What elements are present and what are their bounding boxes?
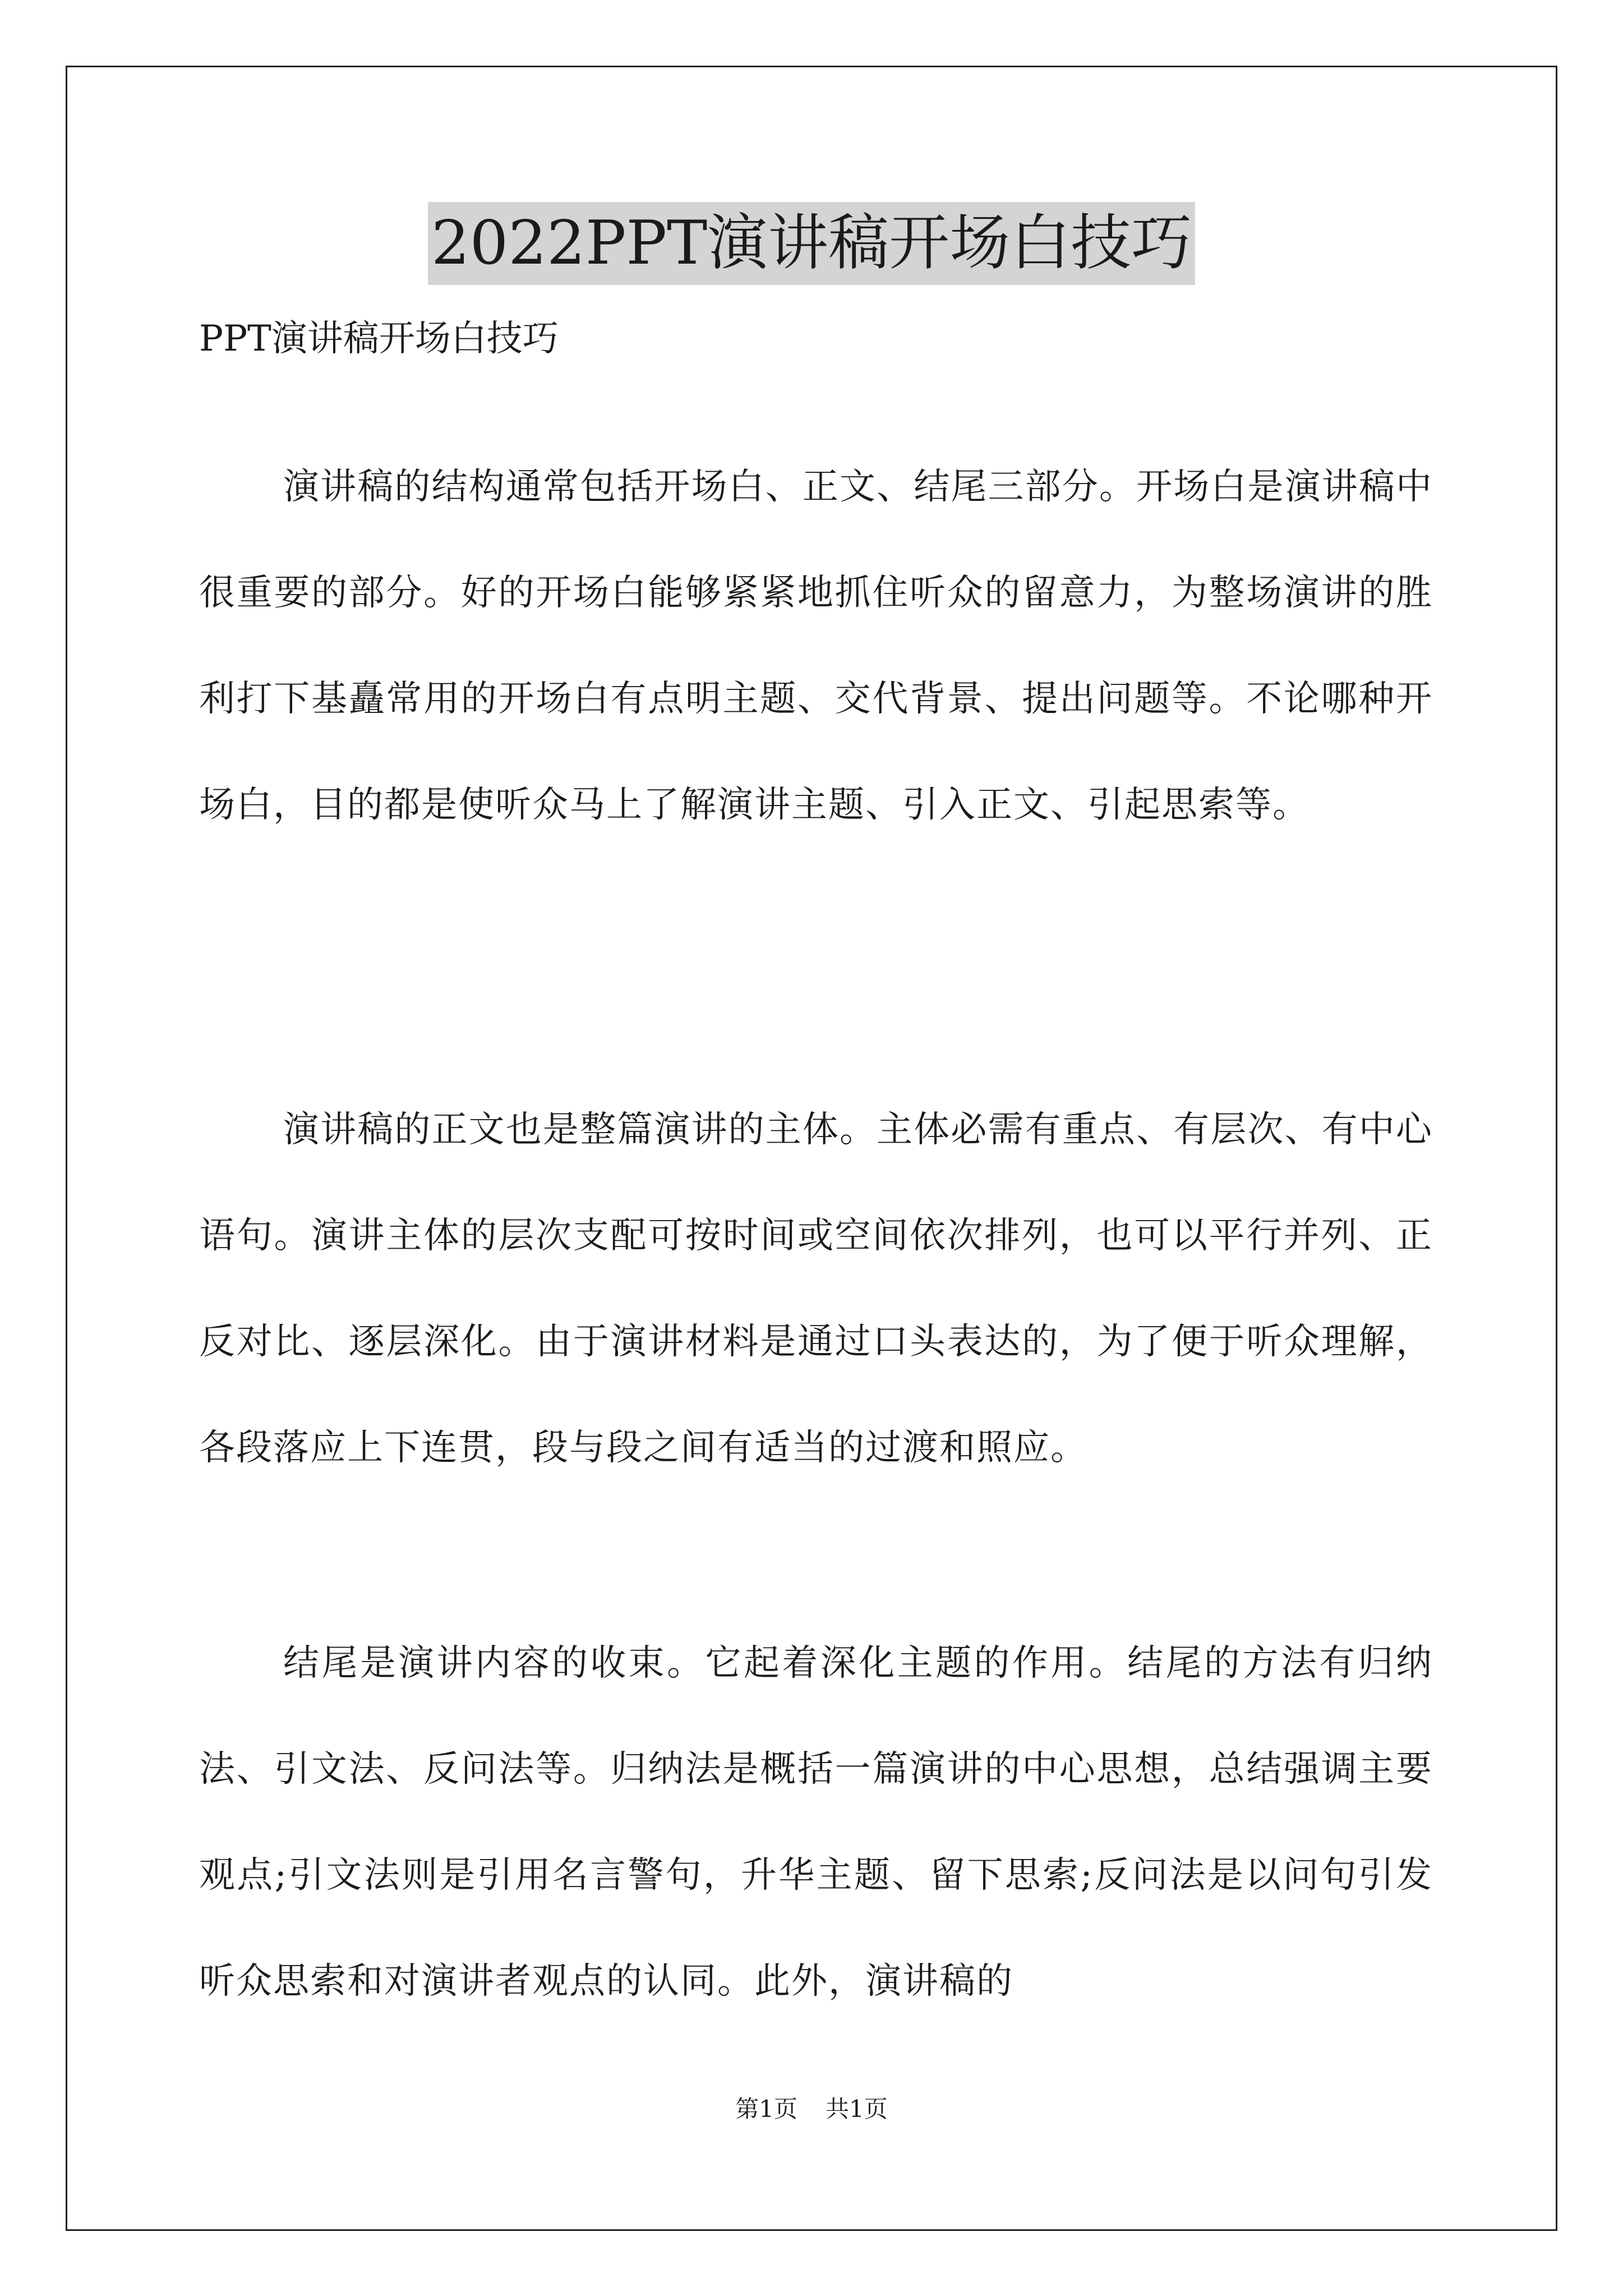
- document-title-block: [0, 202, 1623, 285]
- page-footer: [0, 2092, 1623, 2126]
- page-total: 共1页: [826, 2095, 888, 2123]
- paragraph-ending: 结尾是演讲内容的收束。它起着深化主题的作用。结尾的方法有归纳法、引文法、反问法等。归纳法是概括一篇演讲的中心思想，总结强调主要观点;引文法则是引用名言警句，升华主题、留下思索;反问法是以问句引发听众思索和对演讲者观点的认同。此外，演讲稿的: [199, 1642, 1433, 2002]
- page-number: 第1页: [735, 2095, 797, 2123]
- paragraph-body: 演讲稿的正文也是整篇演讲的主体。主体必需有重点、有层次、有中心语句。演讲主体的层次支配可按时间或空间依次排列，也可以平行并列、正反对比、逐层深化。由于演讲材料是通过口头表达的，为了便于听众理解，各段落应上下连贯，段与段之间有适当的过渡和照应。: [199, 1109, 1433, 1469]
- paragraph-opening: 演讲稿的结构通常包括开场白、正文、结尾三部分。开场白是演讲稿中很重要的部分。好的开场白能够紧紧地抓住听众的留意力，为整场演讲的胜利打下基矗常用的开场白有点明主题、交代背景、提出问题等。不论哪种开场白，目的都是使听众马上了解演讲主题、引入正文、引起思索等。: [199, 466, 1433, 826]
- document-subtitle: PPT演讲稿开场白技巧: [199, 318, 559, 360]
- document-title: 2022PPT演讲稿开场白技巧: [428, 202, 1195, 285]
